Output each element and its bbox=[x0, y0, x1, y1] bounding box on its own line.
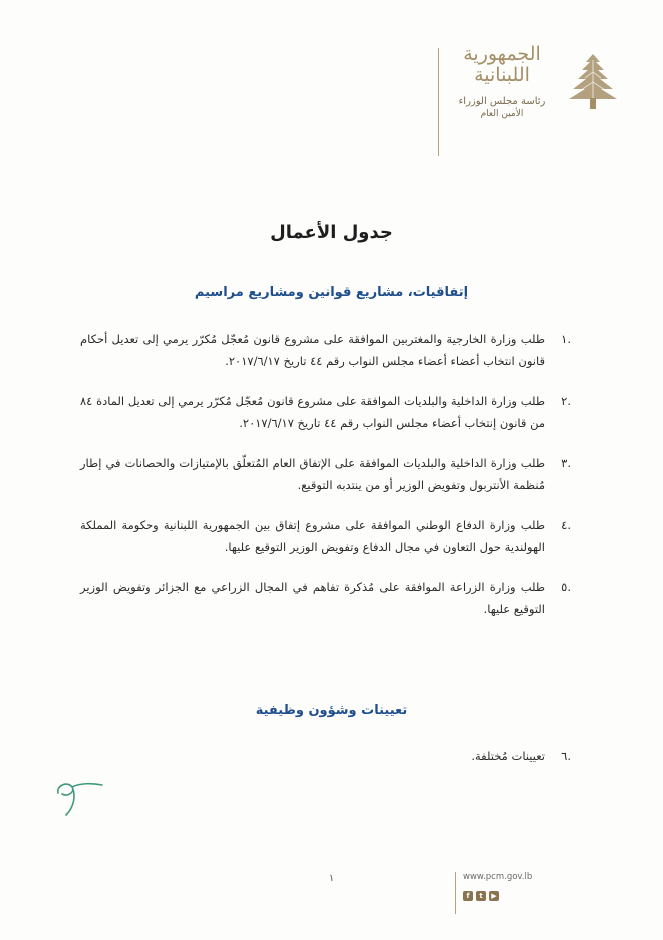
footer-divider bbox=[455, 872, 456, 914]
section-heading-appointments: تعيينات وشؤون وظيفية bbox=[255, 703, 408, 718]
office-subtitle: الأمين العام bbox=[480, 109, 524, 119]
agenda-item bbox=[80, 328, 571, 372]
agenda-item-text: طلب وزارة الداخلية والبلديات الموافقة على مشروع قانون مُعجّل مُكرّر يرمي إلى تعديل المادة ٨٤ من قانون إنتخاب أعضاء مجلس النواب رقم ٤٤ تاريخ ٢٠١٧/٦/١٧. bbox=[80, 394, 545, 430]
agenda-item-text: تعيينات مُختلفة. bbox=[471, 749, 545, 763]
page-title: جدول الأعمال bbox=[270, 222, 393, 243]
republic-name-line2: اللبنانية bbox=[474, 64, 530, 86]
agenda-list-appointments bbox=[80, 745, 571, 767]
agenda-item-number: .٣ bbox=[561, 456, 571, 470]
agenda-item bbox=[80, 745, 571, 767]
agenda-item bbox=[80, 514, 571, 558]
letterhead-divider bbox=[438, 48, 439, 156]
cedar-tree-icon bbox=[563, 50, 623, 112]
letterhead-text bbox=[447, 44, 557, 119]
republic-name-line1: الجمهورية bbox=[463, 43, 541, 65]
page-number: ١ bbox=[328, 873, 335, 884]
social-links bbox=[463, 891, 523, 901]
agenda-item bbox=[80, 390, 571, 434]
agenda-item-number: .٤ bbox=[561, 518, 571, 532]
office-name: رئاسة مجلس الوزراء bbox=[458, 96, 546, 107]
section-heading-agreements: إتفاقيات، مشاريع قوانين ومشاريع مراسيم bbox=[194, 285, 469, 300]
agenda-item-text: طلب وزارة الدفاع الوطني الموافقة على مشروع إتفاق بين الجمهورية اللبنانية وحكومة المملكة الهولندية حول التعاون في مجال الدفاع وتفويض الوزير التوقيع عليها. bbox=[80, 518, 545, 554]
handwritten-initial-mark bbox=[52, 775, 108, 821]
agenda-list-agreements bbox=[80, 328, 571, 620]
agenda-item-text: طلب وزارة الداخلية والبلديات الموافقة على الإتفاق العام المُتعلّق بالإمتيازات والحصانات في إطار مُنظمة الأنتربول وتفويض الوزير أو من ينتدبه التوقيع. bbox=[80, 456, 545, 492]
website-link[interactable]: www.pcm.gov.lb bbox=[463, 872, 533, 882]
agenda-item-number: .٦ bbox=[561, 749, 571, 763]
agenda-item bbox=[80, 452, 571, 496]
letterhead bbox=[438, 42, 623, 162]
agenda-item-text: طلب وزارة الزراعة الموافقة على مُذكرة تفاهم في المجال الزراعي مع الجزائر وتفويض الوزير التوقيع عليها. bbox=[80, 580, 545, 616]
agenda-item-number: .١ bbox=[561, 332, 571, 346]
youtube-icon[interactable]: ▶ bbox=[489, 891, 499, 901]
agenda-item bbox=[80, 576, 571, 620]
agenda-item-number: .٥ bbox=[561, 580, 571, 594]
facebook-icon[interactable]: f bbox=[463, 891, 473, 901]
agenda-item-number: .٢ bbox=[561, 394, 571, 408]
twitter-icon[interactable]: t bbox=[476, 891, 486, 901]
agenda-item-text: طلب وزارة الخارجية والمغتربين الموافقة على مشروع قانون مُعجّل مُكرّر يرمي إلى تعديل أحكام قانون انتخاب أعضاء أعضاء مجلس النواب رقم ٤٤ تاريخ ٢٠١٧/٦/١٧. bbox=[80, 332, 545, 368]
footer bbox=[463, 872, 533, 901]
